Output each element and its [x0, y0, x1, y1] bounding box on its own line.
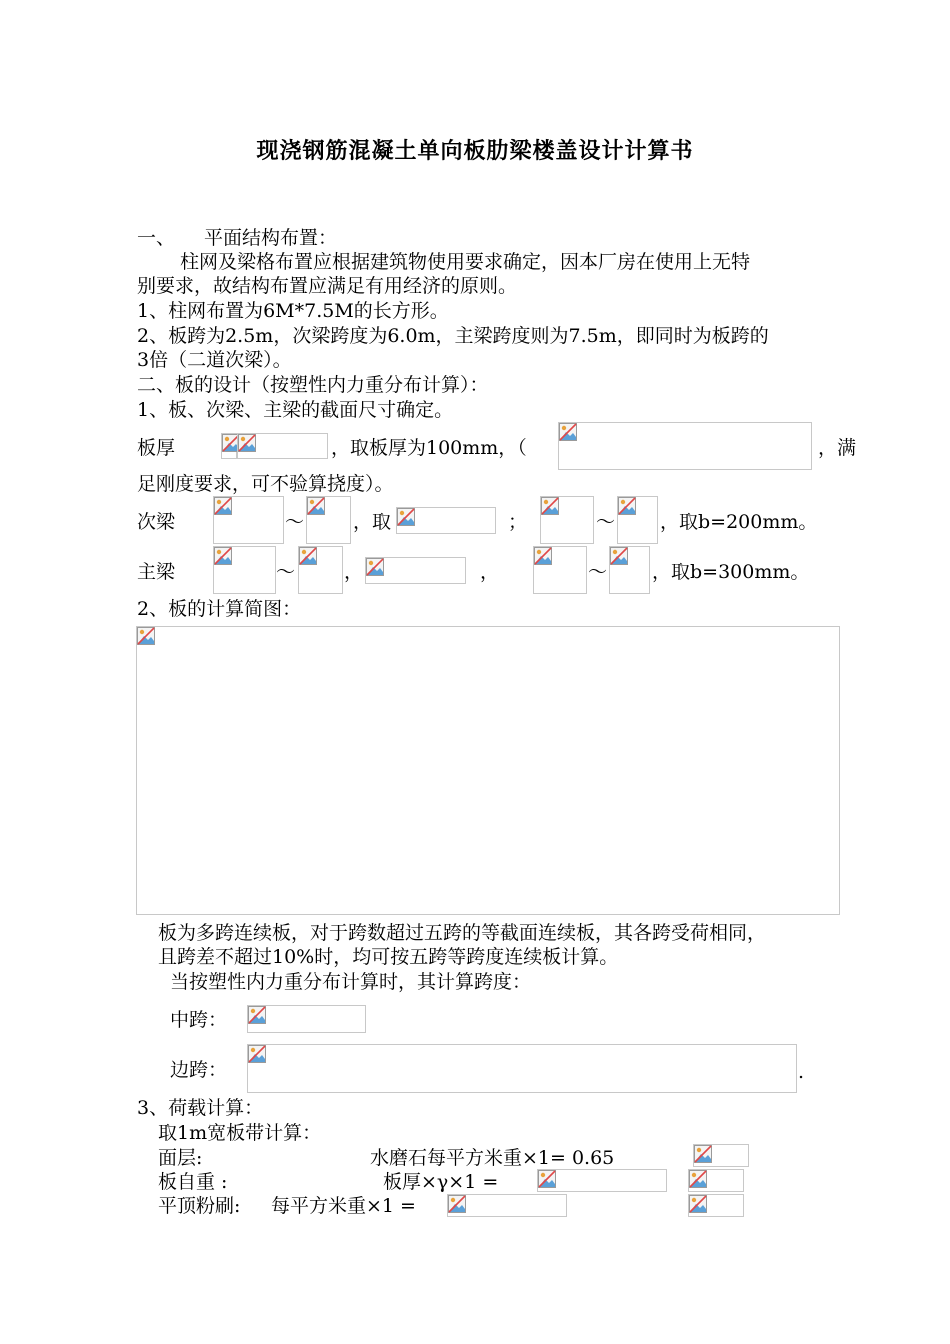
broken-image-icon	[397, 508, 415, 526]
secondary-beam-semicolon: ；	[508, 511, 528, 533]
secondary-beam-h-min-image	[213, 496, 284, 544]
section1-item1: 1、柱网布置为6M*7.5M的长方形。	[137, 300, 449, 322]
slab-thickness-label: 板厚	[137, 437, 176, 459]
broken-image-icon	[248, 1006, 266, 1024]
broken-image-icon	[610, 547, 628, 565]
main-beam-h-max-image	[298, 546, 343, 594]
slab-thickness-line2: 足刚度要求，可不验算挠度）。	[137, 473, 394, 495]
main-beam-h-value-image	[365, 557, 466, 584]
continuous-slab-line2: 且跨差不超过10%时，均可按五跨等跨度连续板计算。	[158, 946, 619, 968]
section2-sub2: 2、板的计算简图：	[137, 598, 302, 620]
surface-layer-unit-image	[693, 1144, 749, 1167]
broken-image-icon	[448, 1195, 466, 1213]
broken-image-icon	[694, 1145, 712, 1163]
broken-image-icon	[559, 423, 577, 441]
edge-span-period: .	[798, 1061, 805, 1083]
broken-image-icon	[689, 1170, 707, 1188]
section2-heading: 二、板的设计（按塑性内力重分布计算）：	[137, 374, 489, 396]
section1-number: 一、	[137, 227, 176, 249]
self-weight-value-image	[537, 1169, 667, 1192]
calculation-diagram-image	[136, 626, 840, 915]
broken-image-icon	[214, 497, 232, 515]
broken-image-icon	[299, 547, 317, 565]
section1-heading: 平面结构布置：	[204, 227, 338, 249]
mid-span-formula-image	[247, 1005, 366, 1033]
broken-image-icon	[137, 627, 155, 645]
edge-span-formula-image	[247, 1044, 797, 1093]
main-beam-result: ，取b=300mm。	[652, 561, 810, 583]
secondary-beam-h-value-image	[396, 507, 496, 534]
broken-image-icon	[307, 497, 325, 515]
plastic-span-text: 当按塑性内力重分布计算时，其计算跨度：	[170, 971, 532, 993]
slab-formula-image-2	[237, 433, 328, 459]
main-beam-label: 主梁	[137, 561, 176, 583]
broken-image-icon	[366, 558, 384, 576]
broken-image-icon	[618, 497, 636, 515]
secondary-beam-result: ，取b=200mm。	[660, 511, 818, 533]
section2-sub1: 1、板、次梁、主梁的截面尺寸确定。	[137, 399, 454, 421]
document-title: 现浇钢筋混凝土单向板肋梁楼盖设计计算书	[256, 139, 694, 164]
section1-para-line1: 柱网及梁格布置应根据建筑物使用要求确定，因本厂房在使用上无特	[180, 251, 751, 273]
broken-image-icon	[238, 434, 256, 452]
secondary-beam-tilde-2: ～	[596, 511, 616, 533]
edge-span-label: 边跨：	[170, 1059, 228, 1081]
broken-image-icon	[541, 497, 559, 515]
broken-image-icon	[214, 547, 232, 565]
ceiling-plaster-formula: 每平方米重×1 =	[271, 1195, 416, 1217]
self-weight-label: 板自重 :	[158, 1171, 228, 1193]
take-1m-strip: 取1m宽板带计算：	[158, 1122, 322, 1144]
main-beam-comma-2: ，	[480, 561, 500, 583]
broken-image-icon	[534, 547, 552, 565]
broken-image-icon	[538, 1170, 556, 1188]
self-weight-formula: 板厚×γ×1 =	[383, 1171, 499, 1193]
secondary-beam-b-max-image	[617, 496, 658, 544]
slab-check-formula-image	[558, 422, 812, 470]
surface-layer-formula: 水磨石每平方米重×1= 0.65	[370, 1147, 615, 1169]
secondary-beam-b-min-image	[540, 496, 594, 544]
main-beam-comma-1: ，	[344, 561, 364, 583]
main-beam-b-min-image	[533, 546, 587, 594]
mid-span-label: 中跨：	[170, 1009, 228, 1031]
secondary-beam-tilde-1: ～	[285, 511, 305, 533]
main-beam-tilde-1: ～	[276, 561, 296, 583]
main-beam-b-max-image	[609, 546, 650, 594]
section1-para-line2: 别要求，故结构布置应满足有用经济的原则。	[137, 275, 518, 297]
ceiling-plaster-unit-image	[688, 1194, 744, 1217]
secondary-beam-label: 次梁	[137, 511, 176, 533]
slab-thickness-end: ，满	[818, 437, 857, 459]
section3-heading: 3、荷载计算：	[137, 1097, 264, 1119]
surface-layer-label: 面层:	[158, 1147, 203, 1169]
main-beam-h-min-image	[213, 546, 276, 594]
slab-formula-image-1	[221, 433, 237, 459]
main-beam-tilde-2: ～	[588, 561, 608, 583]
continuous-slab-line1: 板为多跨连续板，对于跨数超过五跨的等截面连续板，其各跨受荷相同，	[158, 922, 767, 944]
broken-image-icon	[248, 1045, 266, 1063]
ceiling-plaster-label: 平顶粉刷:	[158, 1195, 241, 1217]
section1-item2-line1: 2、板跨为2.5m，次梁跨度为6.0m，主梁跨度则为7.5m，即同时为板跨的	[137, 325, 769, 347]
broken-image-icon	[689, 1195, 707, 1213]
slab-thickness-text: ，取板厚为100mm，（	[331, 437, 527, 459]
secondary-beam-h-max-image	[306, 496, 351, 544]
section1-item2-line2: 3倍（二道次梁）。	[137, 349, 292, 371]
self-weight-unit-image	[688, 1169, 744, 1192]
ceiling-plaster-value-image	[447, 1194, 567, 1217]
secondary-beam-take: ，取	[353, 511, 392, 533]
